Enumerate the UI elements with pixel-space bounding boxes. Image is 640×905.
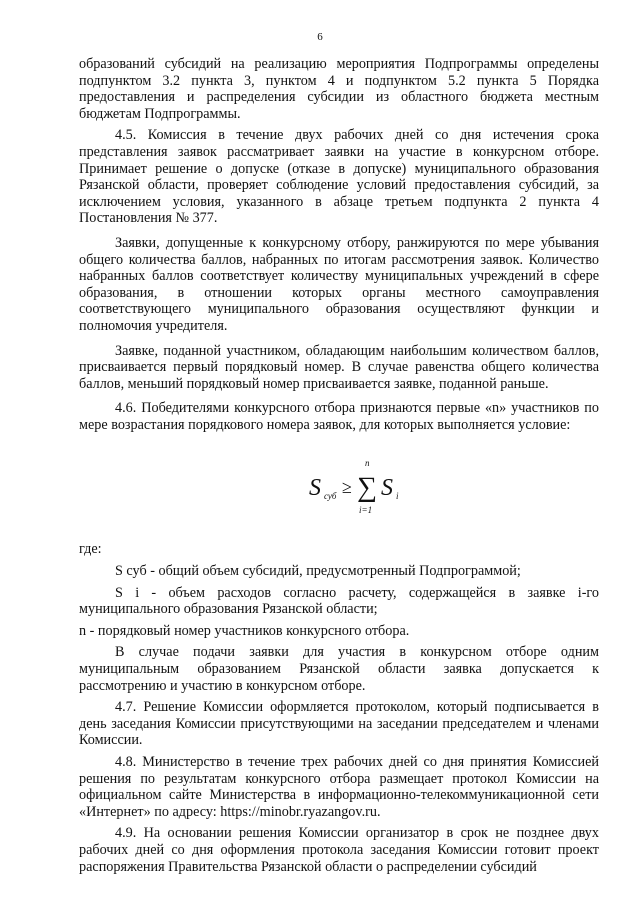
formula-relation: ≥: [342, 477, 352, 498]
page-number: 6: [317, 31, 323, 43]
paragraph: образований субсидий на реализацию мероприятия Подпрограммы определены подпунктом 3.2 пункта 3, пунктом 4 и подпунктом 5.2 пункта 5 Порядка предоставления и распределения субсидии из областного бюджета местным бюджетам Подпрограммы.: [79, 56, 599, 122]
definition-s-i: S i - объем расходов согласно расчету, содержащейся в заявке i-го муниципального образования Рязанской области;: [79, 584, 599, 618]
formula: [79, 457, 599, 515]
document-body: [79, 56, 599, 875]
paragraph: Заявки, допущенные к конкурсному отбору, ранжируются по мере убывания общего количества баллов, набранных по итогам рассмотрения заявок. Количество набранных баллов соответствует количеству муниципальных учреждений в сфере образования, в отношении которых органы местного самоуправления соответствующего муниципального образования осуществляют функции и полномочия учредителя.: [79, 234, 599, 334]
paragraph: 4.5. Комиссия в течение двух рабочих дней со дня истечения срока представления заявок рассматривает заявки на участие в конкурсном отборе. Принимает решение о допуске (отказе в допуске) муниципального образования Рязанской области, проверяет соблюдение условий предоставления субсидий, за исключением условия, указанного в абзаце третьем подпункта 2 пункта 4 Постановления № 377.: [79, 127, 599, 227]
definition-n: n - порядковый номер участников конкурсного отбора.: [79, 622, 410, 639]
paragraph: Заявке, поданной участником, обладающим наибольшим количеством баллов, присваивается первый порядковый номер. В случае равенства общего количества баллов, меньший порядковый номер присваивается заявке, поданной раньше.: [79, 342, 599, 392]
formula-rhs: S: [381, 475, 393, 502]
definition-s-sub: S суб - общий объем субсидий, предусмотренный Подпрограммой;: [115, 563, 521, 580]
formula-lhs-sub: суб: [324, 491, 337, 502]
formula-sum-upper: n: [365, 458, 370, 469]
paragraph: 4.9. На основании решения Комиссии организатор в срок не позднее двух рабочих дней со дня оформления протокола заседания Комиссии готовит проект распоряжения Правительства Рязанской области о распределении субсидий: [79, 825, 599, 875]
formula-sum-symbol: ∑: [357, 472, 377, 504]
formula-lhs: S: [309, 475, 321, 502]
paragraph: 4.6. Победителями конкурсного отбора признаются первые «n» участников по мере возрастания порядкового номера заявок, для которых выполняется условие:: [79, 400, 599, 433]
paragraph: 4.8. Министерство в течение трех рабочих дней со дня принятия Комиссией решения по результатам конкурсного отбора размещает протокол Комиссии на официальном сайте Министерства в информационно-телекоммуникационной сети «Интернет» по адресу: https://minobr.ryazangov.ru.: [79, 754, 599, 820]
paragraph: 4.7. Решение Комиссии оформляется протоколом, который подписывается в день заседания Комиссии присутствующими на заседании председателем и членами Комиссии.: [79, 699, 599, 749]
formula-rhs-sub: i: [396, 491, 399, 502]
paragraph: В случае подачи заявки для участия в конкурсном отборе одним муниципальным образованием Рязанской области заявка допускается к рассмотрению и участию в конкурсном отборе.: [79, 644, 599, 694]
formula-sum-lower: i=1: [359, 505, 373, 516]
where-label: где:: [79, 541, 102, 558]
